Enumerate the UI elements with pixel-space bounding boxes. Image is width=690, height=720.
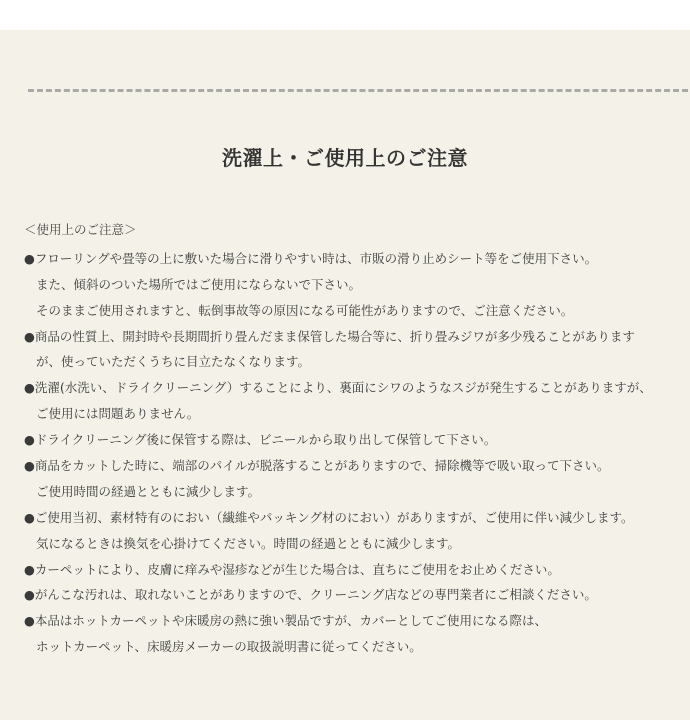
notice-line: ●カーペットにより、皮膚に痒みや湿疹などが生じた場合は、直ちにご使用をお止めください。 — [24, 562, 560, 577]
notice-line: ●フローリングや畳等の上に敷いた場合に滑りやすい時は、市販の滑り止めシート等をご使用下さい。 — [24, 251, 598, 266]
notice-line: ご使用には問題ありません。 — [36, 406, 200, 421]
notice-line: ●がんこな汚れは、取れないことがありますので、クリーニング店などの専門業者にご相談ください。 — [24, 587, 597, 602]
dashed-divider — [28, 89, 688, 92]
notice-line: また、傾斜のついた場所ではご使用にならないで下さい。 — [36, 277, 362, 292]
notice-line: ●商品をカットした時に、端部のパイルが脱落することがありますので、掃除機等で吸い取って下さい。 — [24, 458, 610, 473]
notice-line: 気になるときは換気を心掛けてください。時間の経過とともに減少します。 — [36, 536, 461, 551]
notice-line: ●商品の性質上、開封時や長期間折り畳んだまま保管した場合等に、折り畳みジワが多少残ることがあります — [24, 329, 635, 344]
notice-line: ●本品はホットカーペットや床暖房の熱に強い製品ですが、カバーとしてご使用になる際は、 — [24, 613, 548, 628]
top-white-strip — [0, 0, 690, 30]
notice-line: ホットカーペット、床暖房メーカーの取扱説明書に従ってください。 — [36, 639, 422, 654]
notice-line: が、使っていただくうちに目立たなくなります。 — [36, 354, 311, 369]
page-title: 洗濯上・ご使用上のご注意 — [222, 146, 468, 170]
section-label: ＜使用上のご注意＞ — [24, 222, 137, 237]
notice-line: そのままご使用されますと、転倒事故等の原因になる可能性がありますので、ご注意ください。 — [36, 303, 574, 318]
notice-line: ●ご使用当初、素材特有のにおい（繊維やパッキング材のにおい）がありますが、ご使用に伴い減少します。 — [24, 510, 634, 525]
notice-line: ●ドライクリーニング後に保管する際は、ビニールから取り出して保管して下さい。 — [24, 432, 497, 447]
notice-line: ご使用時間の経過とともに減少します。 — [36, 484, 261, 499]
notice-panel — [0, 30, 690, 720]
notice-line: ●洗濯(水洗い、ドライクリーニング）することにより、裏面にシワのようなスジが発生することがありますが、 — [24, 380, 652, 395]
